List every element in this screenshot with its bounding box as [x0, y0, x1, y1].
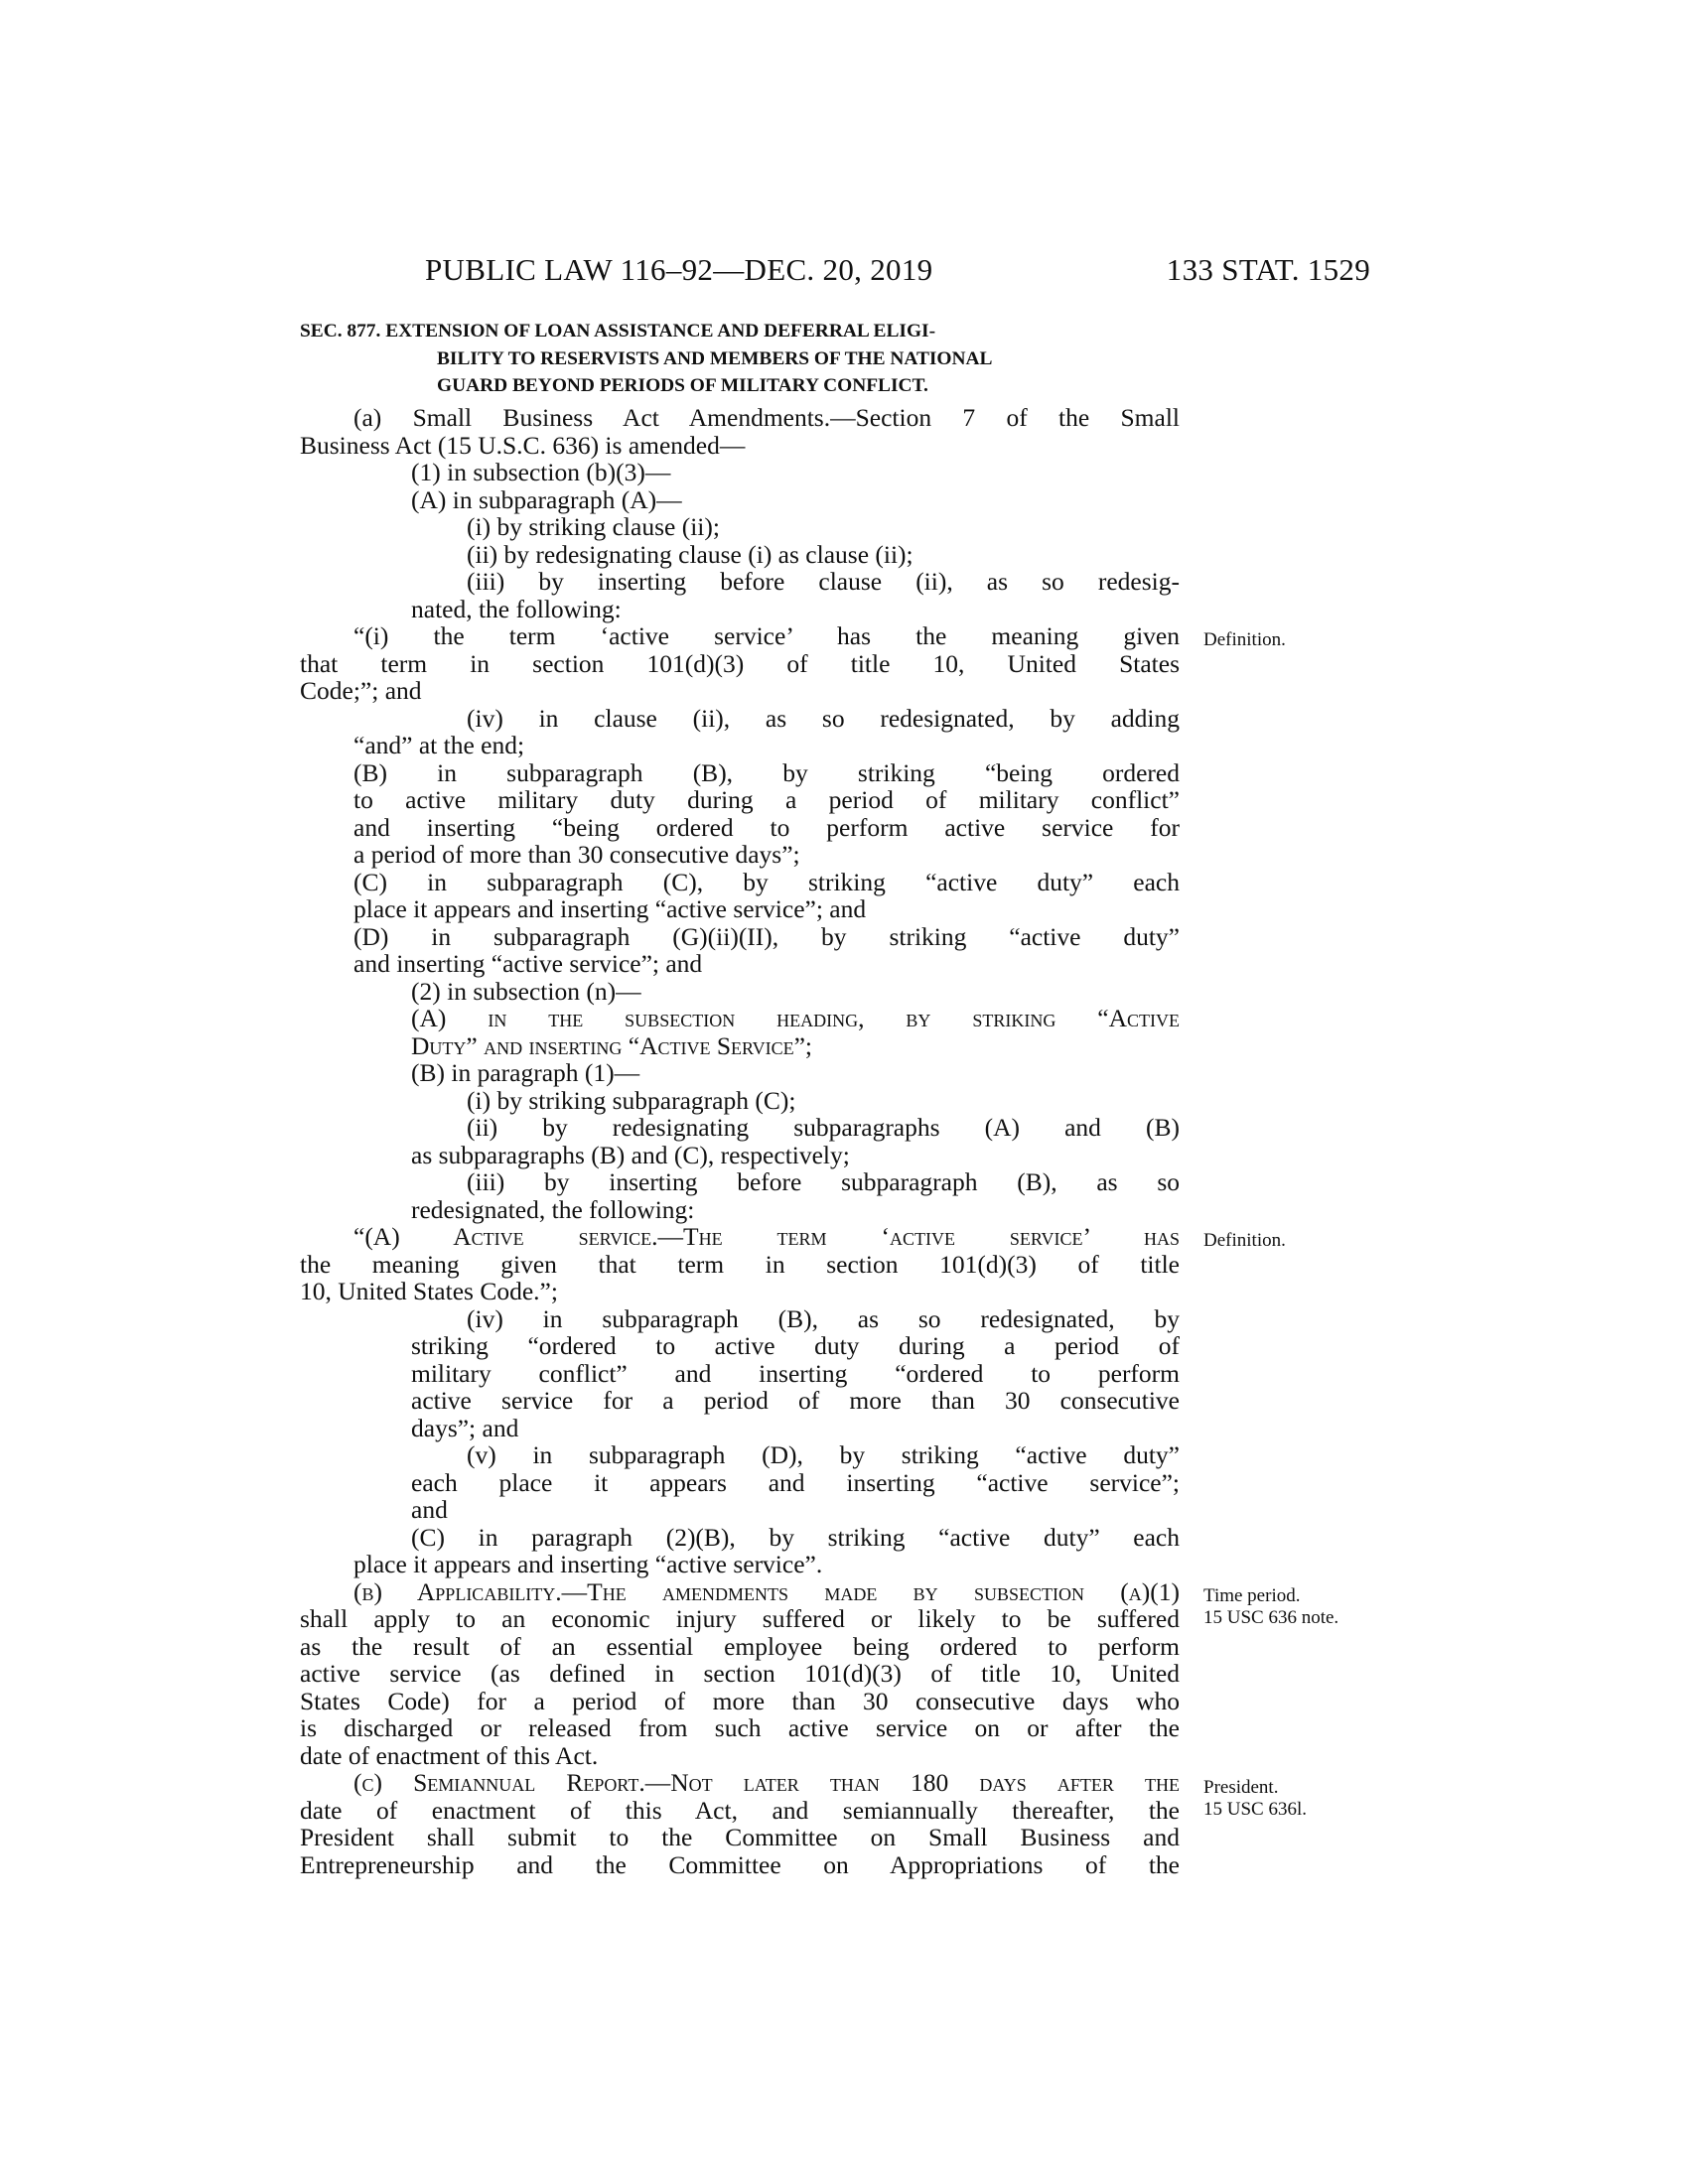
text-line: (v) in subparagraph (D), by striking “active duty” — [467, 1440, 1180, 1469]
text-line: (iii) by inserting before clause (ii), as so redesig- — [467, 567, 1180, 596]
text-line: (C) in paragraph (2)(B), by striking “active duty” each — [411, 1522, 1180, 1552]
text-line: shall apply to an economic injury suffered or likely to be suffered — [300, 1604, 1180, 1633]
page-header — [425, 250, 1370, 290]
text-line: (B) in subparagraph (B), by striking “being ordered — [353, 757, 1180, 787]
text-line: (iv) in subparagraph (B), as so redesignated, by — [467, 1303, 1180, 1333]
section-heading — [300, 318, 1184, 400]
section-heading-line: GUARD BEYOND PERIODS OF MILITARY CONFLICT. — [437, 375, 928, 396]
text-line: States Code) for a period of more than 30 consecutive days who — [300, 1686, 1180, 1715]
text-line: and inserting “being ordered to perform active service for — [353, 812, 1180, 842]
section-body — [300, 404, 1180, 1878]
text-line: President shall submit to the Committee on Small Business and — [300, 1823, 1180, 1851]
text-line: date of enactment of this Act, and semiannually thereafter, the — [300, 1795, 1180, 1825]
text-line: (i) by striking clause (ii); — [467, 512, 720, 541]
text-line: redesignated, the following: — [411, 1194, 695, 1224]
text-line: military conflict” and inserting “ordered to perform — [411, 1358, 1180, 1388]
text-line: “(A) Active service.—The term ‘active service’ has — [353, 1222, 1180, 1251]
margin-note-definition: Definition. — [1203, 629, 1286, 650]
text-line: (iii) by inserting before subparagraph (B), as so — [467, 1167, 1180, 1196]
text-line: (ii) by redesignating subparagraphs (A) and (B) — [467, 1113, 1180, 1142]
text-line: (i) by striking subparagraph (C); — [467, 1085, 796, 1115]
section-heading-line: BILITY TO RESERVISTS AND MEMBERS OF THE NATIONAL — [437, 347, 993, 369]
text-line: to active military duty during a period of military conflict” — [353, 785, 1180, 814]
text-line: (b) Applicability.—The amendments made by subsection (a)(1) — [353, 1576, 1180, 1606]
text-line: that term in section 101(d)(3) of title 10, United States — [300, 648, 1180, 678]
statute-page-reference: 133 STAT. 1529 — [1166, 252, 1370, 287]
text-line: (C) in subparagraph (C), by striking “active duty” each — [353, 867, 1180, 896]
text-line: (c) Semiannual Report.—Not later than 180 days after the — [353, 1768, 1180, 1797]
text-line: (a) Small Business Act Amendments.—Section 7 of the Small — [353, 403, 1180, 432]
text-line: Duty” and inserting “Active Service”; — [411, 1030, 812, 1060]
text-line: days”; and — [411, 1413, 519, 1442]
text-line: a period of more than 30 consecutive days”; — [353, 840, 800, 869]
margin-note-usc-citation: 15 USC 636 note. — [1203, 1607, 1339, 1628]
margin-note-president: President. — [1203, 1777, 1279, 1798]
public-law-title: PUBLIC LAW 116–92—DEC. 20, 2019 — [425, 252, 933, 287]
text-line: date of enactment of this Act. — [300, 1740, 599, 1770]
text-line: each place it appears and inserting “active service”; — [411, 1467, 1180, 1497]
text-line: (B) in paragraph (1)— — [411, 1058, 640, 1087]
text-line: “(i) the term ‘active service’ has the meaning given — [353, 621, 1180, 650]
text-line: as subparagraphs (B) and (C), respectively; — [411, 1140, 850, 1169]
text-line: Business Act (15 U.S.C. 636) is amended— — [300, 430, 746, 460]
section-heading-line: SEC. 877. EXTENSION OF LOAN ASSISTANCE AND DEFERRAL ELIGI- — [300, 321, 936, 341]
text-line: (ii) by redesignating clause (i) as clause (ii); — [467, 539, 914, 569]
text-line: active service (as defined in section 101(d)(3) of title 10, United — [300, 1659, 1180, 1688]
text-line: (A) in subparagraph (A)— — [411, 484, 682, 514]
text-line: is discharged or released from such active service on or after the — [300, 1713, 1180, 1742]
text-line: active service for a period of more than 30 consecutive — [411, 1386, 1180, 1415]
margin-note-usc-citation: 15 USC 636l. — [1203, 1799, 1307, 1820]
text-line: and — [411, 1495, 448, 1524]
text-line: nated, the following: — [411, 594, 622, 623]
text-line: (1) in subsection (b)(3)— — [411, 458, 671, 486]
text-line: the meaning given that term in section 101(d)(3) of title — [300, 1249, 1180, 1279]
text-line: Code;”; and — [300, 676, 422, 705]
text-line: and inserting “active service”; and — [353, 949, 703, 978]
text-line: “and” at the end; — [353, 731, 525, 759]
text-line: Entrepreneurship and the Committee on Appropriations of the — [300, 1849, 1180, 1879]
text-line: (iv) in clause (ii), as so redesignated, by adding — [467, 703, 1180, 733]
text-line: 10, United States Code.”; — [300, 1277, 558, 1305]
text-line: (2) in subsection (n)— — [411, 976, 641, 1006]
margin-note-definition: Definition. — [1203, 1230, 1286, 1251]
text-line: place it appears and inserting “active service”; and — [353, 894, 867, 923]
text-line: (A) in the subsection heading, by striking “Active — [411, 1004, 1180, 1032]
text-line: striking “ordered to active duty during a period of — [411, 1331, 1180, 1360]
margin-note-time-period: Time period. — [1203, 1585, 1301, 1606]
text-line: place it appears and inserting “active service”. — [353, 1550, 823, 1578]
text-line: as the result of an essential employee being ordered to perform — [300, 1631, 1180, 1661]
text-line: (D) in subparagraph (G)(ii)(II), by striking “active duty” — [353, 921, 1180, 951]
